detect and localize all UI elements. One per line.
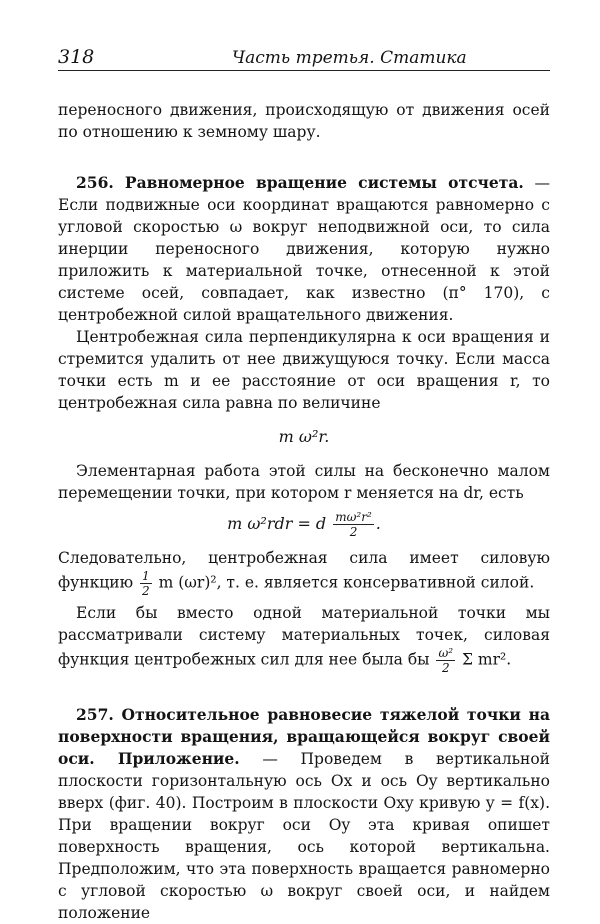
- formula2-fraction: [333, 510, 374, 539]
- section-256-para2: Центробежная сила перпендикулярна к оси вращения и стремится удалить от нее движущуюся точку. Если масса точки есть m и ее расстояние от оси вращения r, то центробежная сила равна по величине: [58, 328, 550, 412]
- para4-frac-numerator: 1: [142, 569, 150, 583]
- section-256-heading: 256. Равномерное вращение системы отсчета.: [76, 173, 524, 192]
- para5-text-b: Σ mr².: [462, 650, 512, 669]
- section-256-para4: [58, 547, 550, 598]
- section-257-paragraph: [58, 704, 550, 924]
- formula-centrifugal-force: m ω²r.: [278, 427, 330, 446]
- section-256-para5: [58, 602, 550, 675]
- formula-elementary-work: [58, 510, 550, 539]
- formula2-denominator: 2: [349, 525, 358, 539]
- formula2-left: m ω²rdr = d: [227, 514, 327, 533]
- section-256-paragraph: [58, 172, 550, 326]
- section-257-text: — Проведем в вертикальной плоскости горизонтальную ось Ox и ось Oy вертикально вверх (фиг. 40). Построим в плоскости Oxy кривую y = f(x). При вращении вокруг оси Oy эта кривая опишет поверхность вращения, ось которой вертикальна. Предположим, что эта поверхность вращается равномерно с угловой скоростью ω вокруг своей оси, и найдем положение: [58, 750, 550, 922]
- section-256-text: — Если подвижные оси координат вращаются равномерно с угловой скоростью ω вокруг неподвижной оси, то сила инерции переносного движения, которую нужно приложить к материальной точке, отнесенной к этой системе осей, совпадает, как известно (п° 170), с центробежной силой вращательного движения.: [58, 174, 550, 324]
- formula2-numerator: mω²r²: [335, 510, 372, 524]
- section-256-para3: Элементарная работа этой силы на бесконечно малом перемещении точки, при котором r меняется на dr, есть: [58, 462, 550, 502]
- para5-frac-numerator: ω²: [438, 646, 454, 660]
- para4-frac-denominator: 2: [142, 584, 150, 598]
- para5-fraction: [436, 646, 455, 675]
- page-header: [58, 40, 550, 71]
- para5-text-a: Если бы вместо одной материальной точки мы рассматривали систему материальных точек, силовая функция центробежных сил для нее была бы: [58, 604, 550, 669]
- para5-frac-denominator: 2: [441, 661, 450, 675]
- running-title: Часть третья. Статика: [232, 48, 467, 68]
- para4-text-a: Следовательно, центробежная сила имеет силовую функцию: [58, 549, 550, 592]
- book-page: [58, 40, 550, 924]
- section-257-heading: 257. Относительное равновесие тяжелой точки на поверхности вращения, вращающейся вокруг своей оси. Приложение.: [58, 705, 550, 768]
- para4-fraction: [140, 569, 152, 598]
- formula2-end: .: [375, 514, 381, 533]
- para4-text-b: m (ωr)², т. е. является консервативной силой.: [158, 573, 535, 592]
- lead-paragraph: переносного движения, происходящую от движения осей по отношению к земному шару.: [58, 101, 550, 141]
- page-number: 318: [58, 46, 95, 68]
